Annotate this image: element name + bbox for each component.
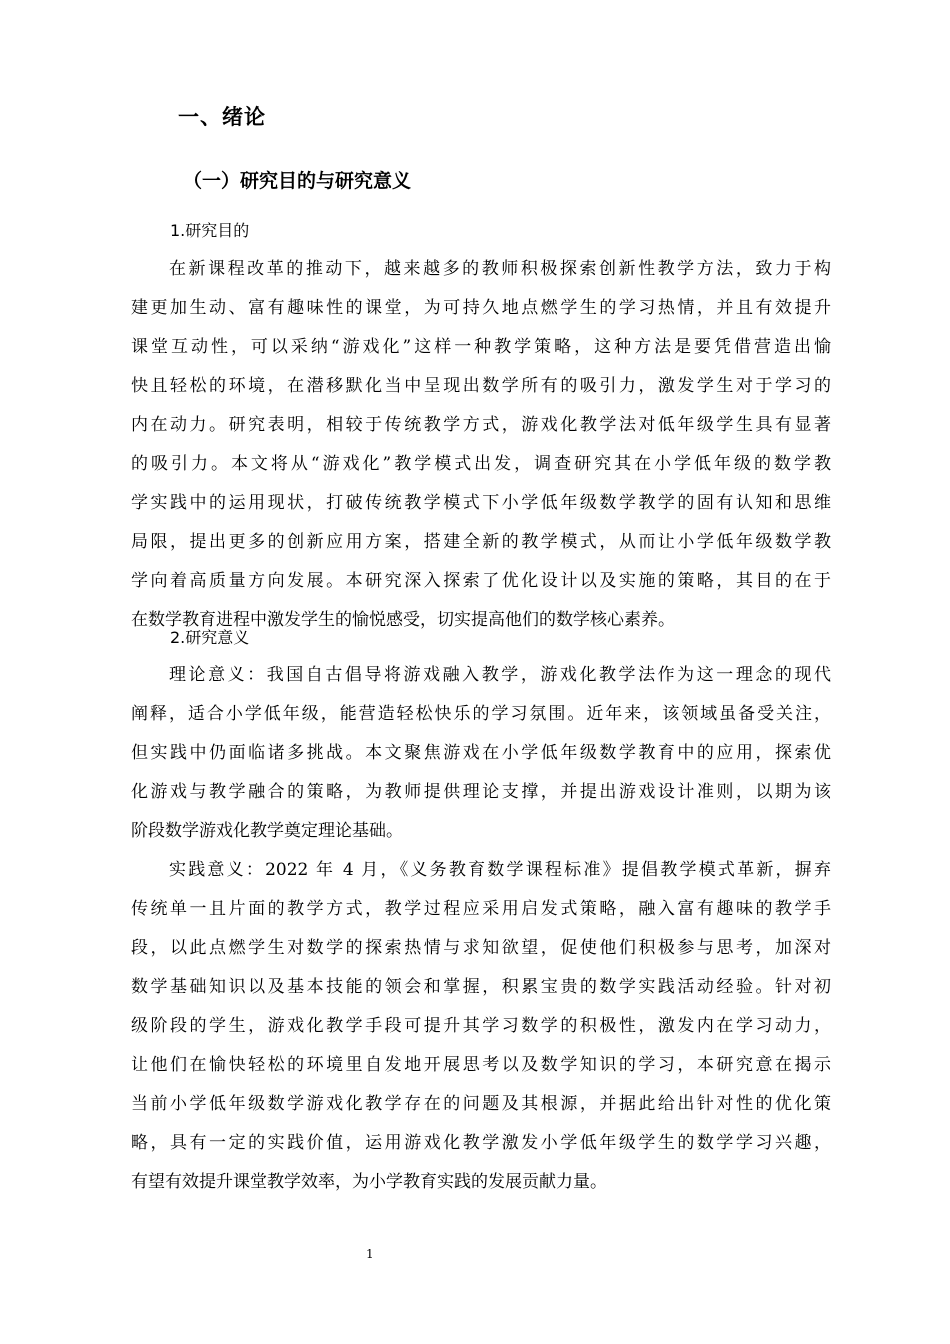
subsection-heading-significance: 2.研究意义	[170, 628, 250, 647]
paragraph-line: 学向着高质量方向发展。本研究深入探索了优化设计以及实施的策略，其目的在于	[131, 571, 831, 591]
paragraph-line: 化游戏与教学融合的策略，为教师提供理论支撑，并提出游戏设计准则，以期为该	[131, 782, 831, 802]
paragraph-line: 理论意义：我国自古倡导将游戏融入教学，游戏化教学法作为这一理念的现代	[169, 665, 831, 685]
paragraph-line: 但实践中仍面临诸多挑战。本文聚焦游戏在小学低年级数学教育中的应用，探索优	[131, 743, 831, 763]
paragraph-line: 课堂互动性，可以采纳“游戏化”这样一种教学策略，这种方法是要凭借营造出愉	[131, 337, 831, 357]
paragraph-line: 传统单一且片面的教学方式，教学过程应采用启发式策略，融入富有趣味的教学手	[131, 899, 831, 919]
page-number: 1	[366, 1247, 374, 1261]
paragraph-line: 级阶段的学生，游戏化教学手段可提升其学习数学的积极性，激发内在学习动力，	[131, 1016, 831, 1036]
paragraph-line: 当前小学低年级数学游戏化教学存在的问题及其根源，并据此给出针对性的优化策	[131, 1094, 831, 1114]
paragraph-line: 局限，提出更多的创新应用方案，搭建全新的教学模式，从而让小学低年级数学教	[131, 532, 831, 552]
paragraph-line: 在数学教育进程中激发学生的愉悦感受，切实提高他们的数学核心素养。	[131, 610, 675, 630]
paragraph-line: 略，具有一定的实践价值，运用游戏化教学激发小学低年级学生的数学学习兴趣，	[131, 1133, 831, 1153]
paragraph-line: 有望有效提升课堂教学效率，为小学教育实践的发展贡献力量。	[131, 1172, 607, 1192]
paragraph-line: 段，以此点燃学生对数学的探索热情与求知欲望，促使他们积极参与思考，加深对	[131, 938, 831, 958]
paragraph-line: 学实践中的运用现状，打破传统教学模式下小学低年级数学教学的固有认知和思维	[131, 493, 831, 513]
paragraph-line: 快且轻松的环境，在潜移默化当中呈现出数学所有的吸引力，激发学生对于学习的	[131, 376, 831, 396]
paragraph-line: 阶段数学游戏化教学奠定理论基础。	[131, 821, 403, 841]
paragraph-line: 内在动力。研究表明，相较于传统教学方式，游戏化教学法对低年级学生具有显著	[131, 415, 831, 435]
subsection-heading-purpose: 1.研究目的	[170, 221, 250, 240]
paragraph-line: 的吸引力。本文将从“游戏化”教学模式出发，调查研究其在小学低年级的数学教	[131, 454, 831, 474]
section-heading: （一）研究目的与研究意义	[183, 170, 412, 192]
paragraph-line: 让他们在愉快轻松的环境里自发地开展思考以及数学知识的学习，本研究意在揭示	[131, 1055, 831, 1075]
paragraph-line: 建更加生动、富有趣味性的课堂，为可持久地点燃学生的学习热情，并且有效提升	[131, 298, 831, 318]
paragraph-line: 实践意义：2022 年 4 月，《义务教育数学课程标准》提倡教学模式革新，摒弃	[169, 860, 831, 880]
paragraph-line: 数学基础知识以及基本技能的领会和掌握，积累宝贵的数学实践活动经验。针对初	[131, 977, 831, 997]
chapter-heading: 一、绪论	[178, 105, 266, 129]
paragraph-line: 阐释，适合小学低年级，能营造轻松快乐的学习氛围。近年来，该领域虽备受关注，	[131, 704, 831, 724]
paragraph-line: 在新课程改革的推动下，越来越多的教师积极探索创新性教学方法，致力于构	[169, 259, 831, 279]
